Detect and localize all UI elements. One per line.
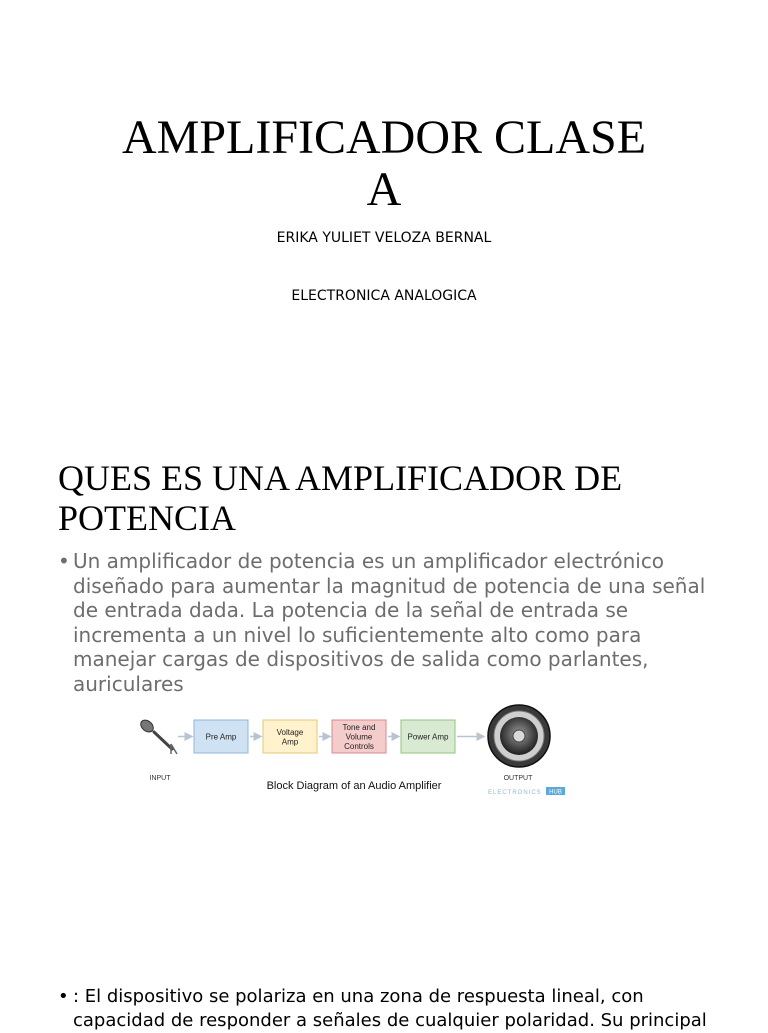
diagram-block-3-label: Controls (344, 742, 374, 751)
slide-title-line-1: AMPLIFICADOR CLASE (121, 111, 647, 164)
slide-title (0, 112, 768, 216)
diagram-blocks (178, 720, 484, 753)
electronics-hub-watermark (488, 787, 565, 796)
diagram-block-2-label: Amp (281, 737, 299, 747)
section-heading-line-1: QUES ES UNA AMPLIFICADOR DE (58, 458, 623, 498)
definition-bullet (58, 549, 718, 696)
section-heading-line-2: POTENCIA (58, 498, 236, 538)
diagram-block-1-label: Pre Amp (205, 732, 237, 742)
block-diagram (134, 702, 574, 800)
slide-title-line-2: A (366, 163, 402, 216)
watermark-badge-text: HUB (549, 789, 562, 796)
diagram-block-3-label: Volume (345, 732, 373, 742)
diagram-block-2-label: Voltage (276, 727, 304, 737)
microphone-icon (138, 718, 177, 754)
author-name: ERIKA YULIET VELOZA BERNAL (276, 230, 492, 246)
input-label: INPUT (149, 775, 171, 782)
diagram-block-4-label: Power Amp (407, 732, 449, 742)
diagram-block-3-label: Tone and (342, 723, 376, 732)
bullet-marker: • (58, 986, 69, 1007)
polarization-text: : El dispositivo se polariza en una zona de respuesta lineal, con capacidad de responder a señales de cualquier polaridad. Su principal (73, 986, 707, 1031)
polarization-bullet (58, 985, 718, 1033)
course-name: ELECTRONICA ANALOGICA (291, 288, 477, 304)
speaker-icon (488, 705, 550, 767)
section-heading (58, 458, 738, 538)
definition-text: Un amplificador de potencia es un amplificador electrónico diseñado para aumentar la magnitud de potencia de una señal de entrada dada. La potencia de la señal de entrada se incrementa a un nivel lo suficientemente alto como para manejar cargas de dispositivos de salida como parlantes, auriculares (73, 549, 706, 696)
output-label: OUTPUT (503, 775, 533, 782)
diagram-caption: Block Diagram of an Audio Amplifier (266, 780, 442, 792)
watermark-text: ELECTRONICS (488, 790, 542, 796)
bullet-marker: • (58, 549, 70, 573)
